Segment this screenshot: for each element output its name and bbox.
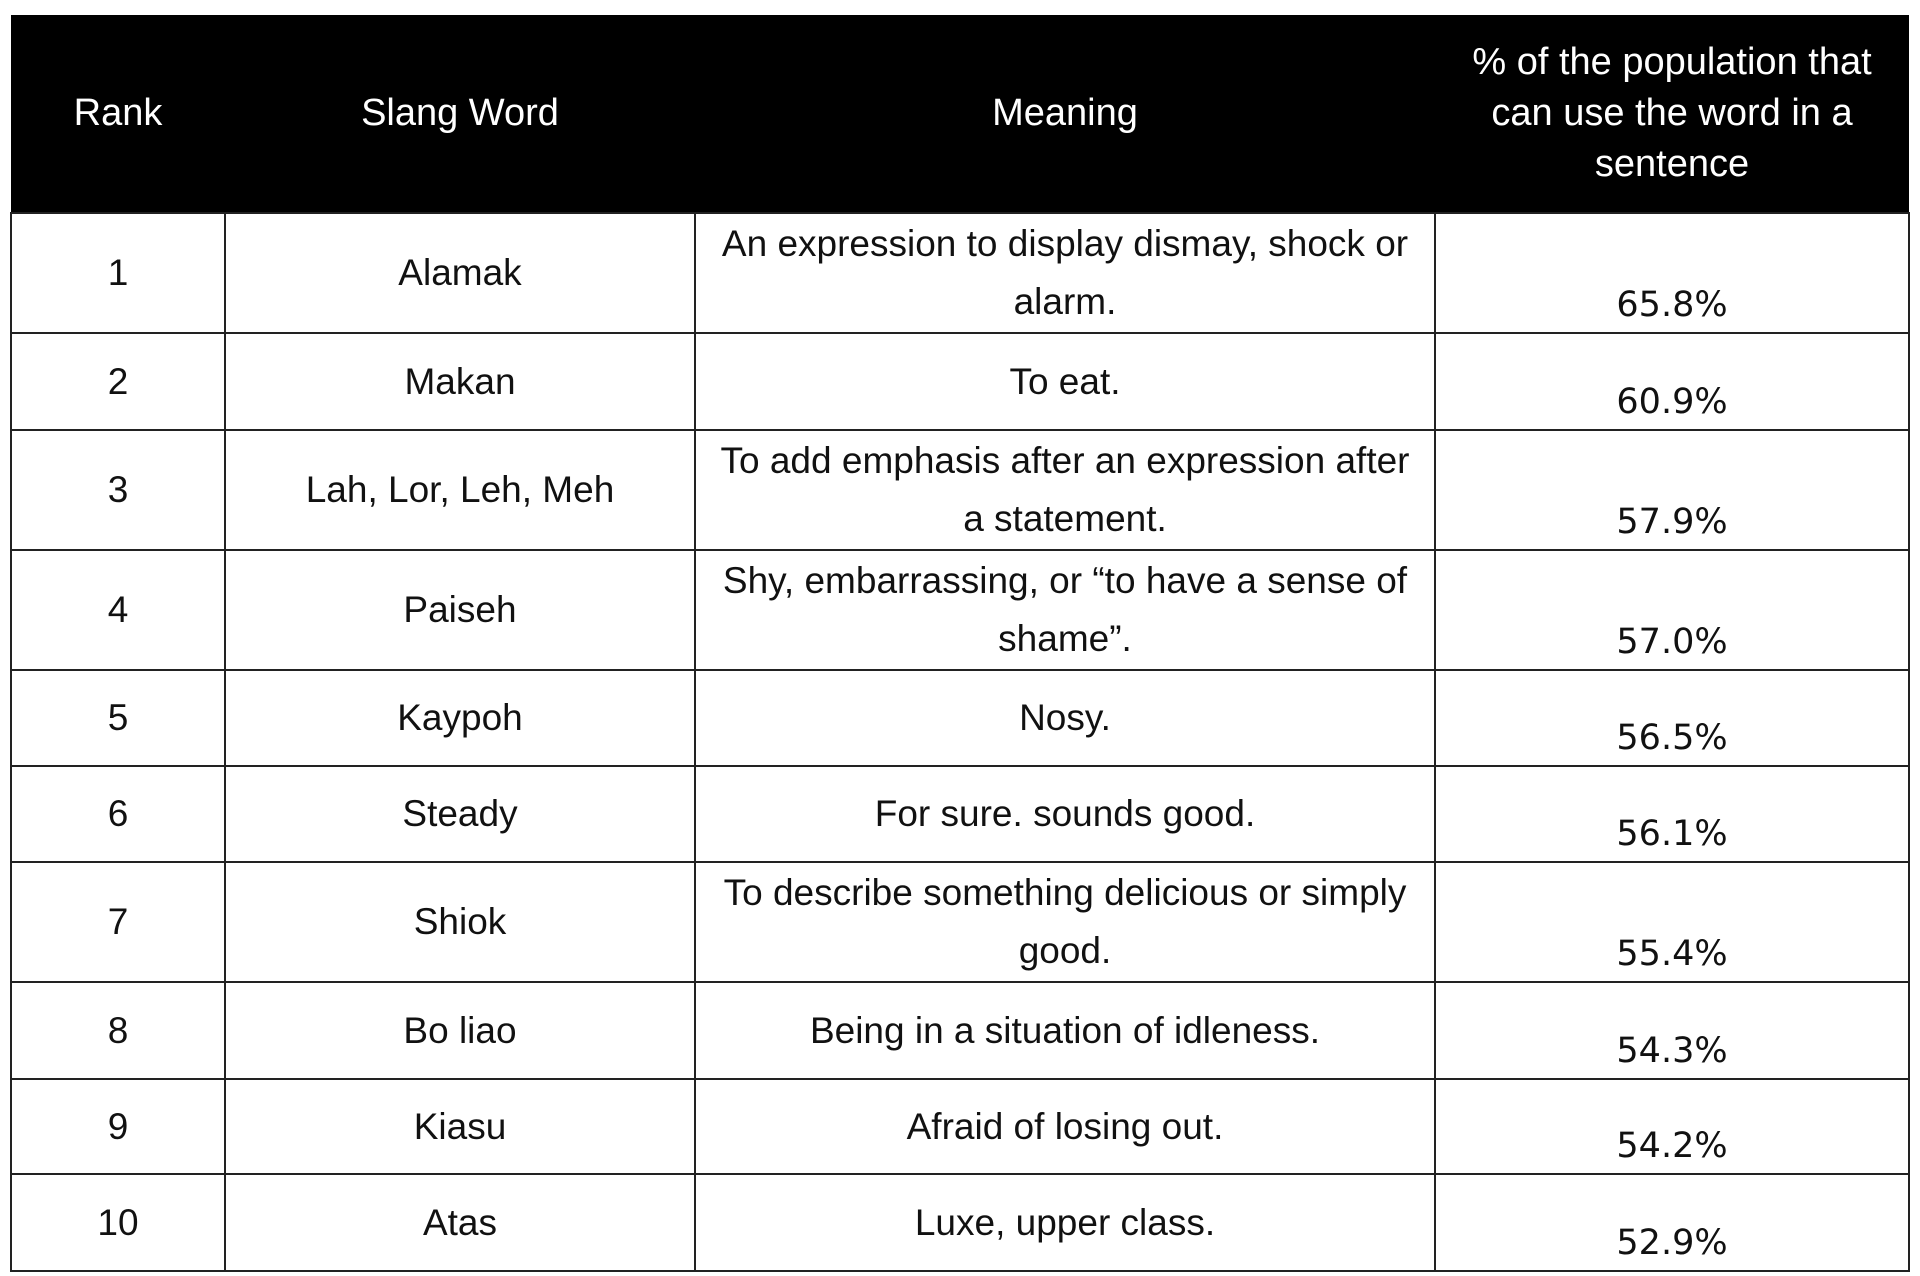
table-row (11, 550, 1909, 670)
meaning-cell: Being in a situation of idleness. (695, 982, 1435, 1079)
header-rank: Rank (11, 15, 225, 213)
table-row (11, 1174, 1909, 1271)
rank-cell: 6 (11, 766, 225, 862)
table-row (11, 766, 1909, 862)
percent-cell: 56.1% (1435, 766, 1909, 862)
slang-word-cell: Bo liao (225, 982, 695, 1079)
percent-cell: 60.9% (1435, 333, 1909, 430)
table-row (11, 333, 1909, 430)
percent-cell: 56.5% (1435, 670, 1909, 766)
percent-cell: 54.2% (1435, 1079, 1909, 1174)
rank-cell: 10 (11, 1174, 225, 1271)
meaning-cell: Shy, embarrassing, or “to have a sense of shame”. (695, 550, 1435, 670)
table-row (11, 430, 1909, 550)
meaning-cell: An expression to display dismay, shock or alarm. (695, 213, 1435, 333)
table-row (11, 670, 1909, 766)
rank-cell: 2 (11, 333, 225, 430)
meaning-cell: To describe something delicious or simply good. (695, 862, 1435, 982)
slang-word-cell: Kiasu (225, 1079, 695, 1174)
slang-word-cell: Steady (225, 766, 695, 862)
rank-cell: 1 (11, 213, 225, 333)
header-meaning: Meaning (695, 15, 1435, 213)
meaning-cell: Nosy. (695, 670, 1435, 766)
meaning-cell: To eat. (695, 333, 1435, 430)
slang-word-cell: Makan (225, 333, 695, 430)
slang-word-cell: Kaypoh (225, 670, 695, 766)
header-percent: % of the population that can use the word in a sentence (1435, 15, 1909, 213)
percent-cell: 65.8% (1435, 213, 1909, 333)
rank-cell: 7 (11, 862, 225, 982)
percent-cell: 57.0% (1435, 550, 1909, 670)
header-row (11, 15, 1909, 213)
rank-cell: 8 (11, 982, 225, 1079)
slang-word-cell: Paiseh (225, 550, 695, 670)
meaning-cell: Afraid of losing out. (695, 1079, 1435, 1174)
slang-word-cell: Shiok (225, 862, 695, 982)
meaning-cell: To add emphasis after an expression after a statement. (695, 430, 1435, 550)
percent-cell: 52.9% (1435, 1174, 1909, 1271)
slang-word-cell: Atas (225, 1174, 695, 1271)
slang-word-cell: Lah, Lor, Leh, Meh (225, 430, 695, 550)
table-row (11, 213, 1909, 333)
rank-cell: 5 (11, 670, 225, 766)
slang-table (10, 15, 1910, 1272)
meaning-cell: For sure. sounds good. (695, 766, 1435, 862)
table-row (11, 862, 1909, 982)
table-row (11, 1079, 1909, 1174)
table-row (11, 982, 1909, 1079)
rank-cell: 4 (11, 550, 225, 670)
percent-cell: 54.3% (1435, 982, 1909, 1079)
slang-word-cell: Alamak (225, 213, 695, 333)
rank-cell: 9 (11, 1079, 225, 1174)
percent-cell: 57.9% (1435, 430, 1909, 550)
rank-cell: 3 (11, 430, 225, 550)
meaning-cell: Luxe, upper class. (695, 1174, 1435, 1271)
header-slang-word: Slang Word (225, 15, 695, 213)
percent-cell: 55.4% (1435, 862, 1909, 982)
